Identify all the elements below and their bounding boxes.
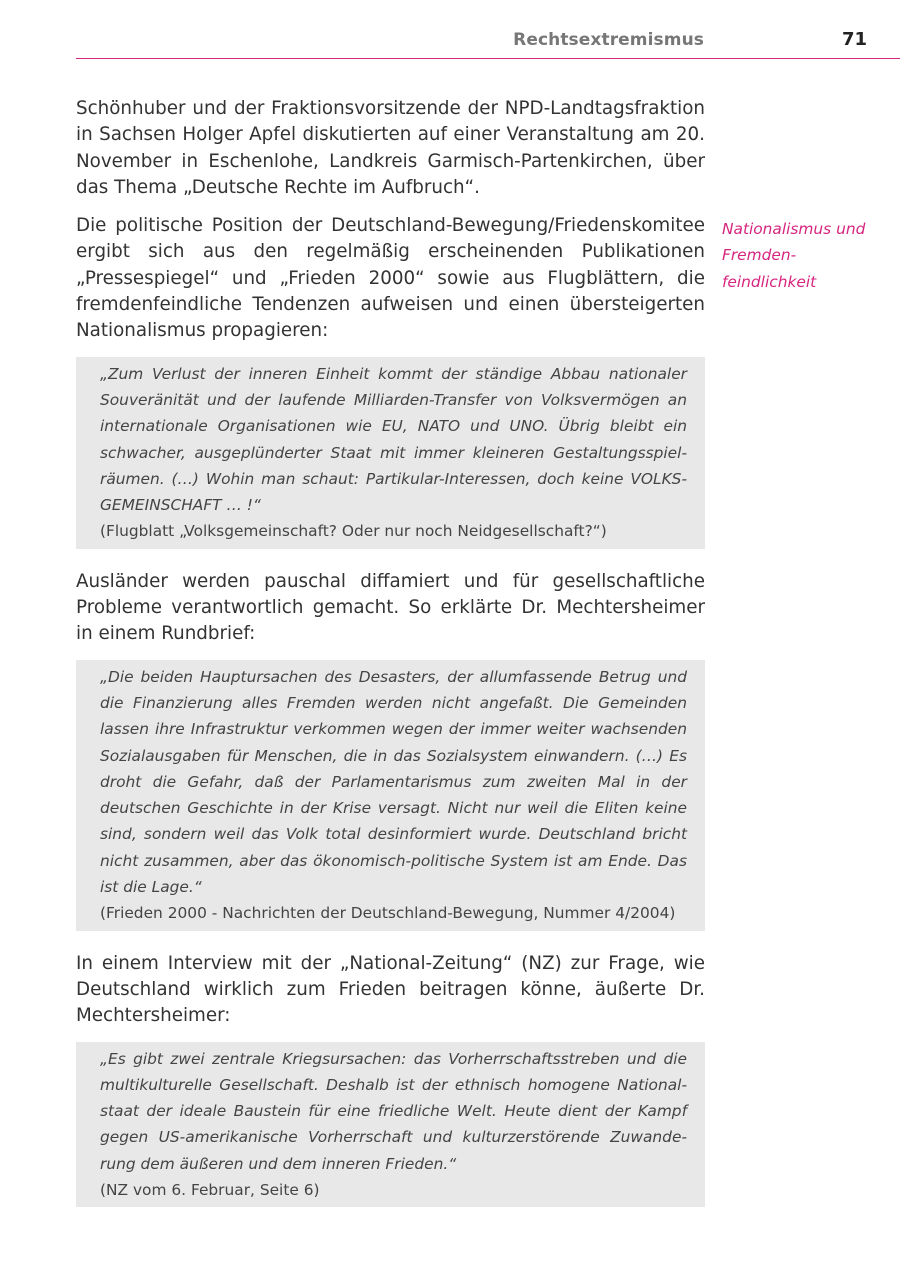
quote-text: „Zum Verlust der inneren Einheit kommt der ständige Abbau nationaler Souveränität und der laufende Milliarden-Transfer von Volksvermögen an internationale Organisationen wie EU, NATO und UNO. Übrig bleibt ein schwacher, ausgeplünderter Staat mit immer kleineren Gestaltungsspielräumen. (…) Wohin man schaut: Partikular-Interessen, doch keine VOLKS-GEMEINSCHAFT … !“ bbox=[100, 364, 687, 515]
quote-source: (NZ vom 6. Februar, Seite 6) bbox=[100, 1180, 320, 1199]
paragraph-intro: Schönhuber und der Fraktionsvorsitzende der NPD-Landtagsfraktion in Sachsen Holger Apfel diskutierten auf einer Veranstaltung am 20. November in Eschenlohe, Landkreis Garmisch-Partenkirchen, über das Thema „Deutsche Rechte im Aufbruch“. bbox=[76, 98, 705, 198]
paragraph-interview: In einem Interview mit der „National-Zeitung“ (NZ) zur Frage, wie Deutschland wirklich zum Frieden beitragen könne, äußerte Dr. Mechtersheimer: bbox=[76, 952, 705, 1027]
quote-text: „Die beiden Hauptursachen des Desasters, der allumfassende Betrug und die Finanzierung alles Fremden werden nicht angefaßt. Die Gemeinden lassen ihre Infrastruktur verkommen wegen der immer weiter wachsenden Sozialausgaben für Menschen, die in das Sozialsystem einwandern. (…) Es droht die Gefahr, daß der Parlamentarismus zum zweiten Mal in der deutschen Geschichte in der Krise versagt. Nicht nur weil die Eliten keine sind, sondern weil das Volk total desinformiert wurde. Deutschland bricht nicht zusammen, aber das ökonomisch-politische System ist am Ende. Das ist die Lage.“ bbox=[100, 667, 687, 897]
quote-box-newsletter bbox=[76, 660, 705, 931]
quote-box-interview bbox=[76, 1042, 705, 1208]
page-number: 71 bbox=[841, 29, 867, 50]
running-header bbox=[76, 24, 900, 59]
main-text-column bbox=[76, 96, 705, 1207]
paragraph-political-position: Die politische Position der Deutschland-Bewegung/Friedenskomitee ergibt sich aus den regelmäßig erscheinenden Publikationen „Pressespiegel“ und „Frieden 2000“ sowie aus Flugblättern, die fremdenfeindliche Tendenzen aufweisen und einen übersteigerten Nationalismus propagieren: bbox=[76, 215, 705, 342]
paragraph-foreigners: Ausländer werden pauschal diffamiert und für gesellschaftliche Probleme verantwortlich gemacht. So erklärte Dr. Mechtersheimer in einem Rundbrief: bbox=[76, 570, 705, 645]
running-title: Rechtsextremismus bbox=[513, 30, 704, 50]
quote-source: (Flugblatt „Volksgemeinschaft? Oder nur noch Neidgesellschaft?“) bbox=[100, 522, 607, 541]
margin-note: Nationalismus und Fremdenfeindlichkeit bbox=[722, 220, 866, 291]
quote-box-flyer bbox=[76, 357, 705, 549]
quote-text: „Es gibt zwei zentrale Kriegsursachen: das Vorherrschaftsstreben und die multikulturelle Gesellschaft. Deshalb ist der ethnisch homogene Nationalstaat der ideale Baustein für eine friedliche Welt. Heute dient der Kampf gegen US-amerikanische Vorherrschaft und kulturzerstörende Zuwanderung dem äußeren und dem inneren Frieden.“ bbox=[100, 1049, 687, 1173]
quote-source: (Frieden 2000 - Nachrichten der Deutschland-Bewegung, Nummer 4/2004) bbox=[100, 904, 676, 923]
